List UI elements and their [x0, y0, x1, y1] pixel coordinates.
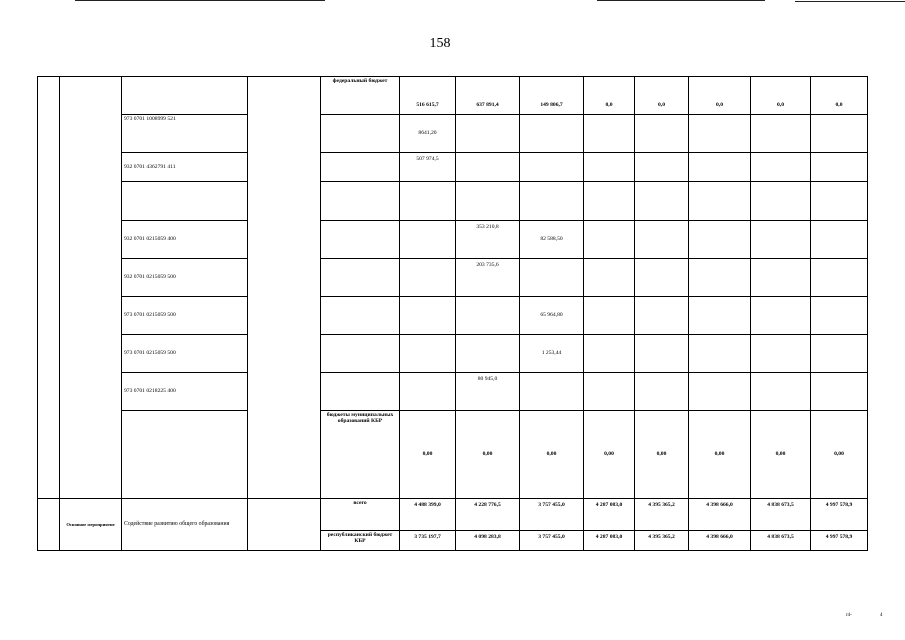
table-row: [38, 297, 868, 335]
footer-mark-left: r4-: [846, 613, 852, 618]
value-cell: 4 395 365,2: [635, 531, 689, 551]
budget-code: 973 0701 0215059 500: [122, 297, 248, 335]
blank-column-cell: [38, 77, 60, 499]
scan-edge-line-middle: [597, 0, 765, 1]
value-cell: 353 210,8: [456, 221, 520, 259]
value-cell: 0,00: [584, 411, 635, 499]
value-cell: 0,0: [584, 77, 635, 115]
value-cell: 4 838 673,5: [751, 499, 811, 531]
value-cell: 82 588,50: [520, 221, 584, 259]
value-cell: 203 735,6: [456, 259, 520, 297]
code-cell: [122, 411, 248, 499]
table-row: [38, 221, 868, 259]
value-cell: 4 398 666,0: [689, 531, 751, 551]
value-cell: 65 964,80: [520, 297, 584, 335]
blank-kind-cell: [60, 77, 122, 499]
table-row: [38, 115, 868, 153]
value-cell: 4 287 083,0: [584, 499, 635, 531]
value-cell: 0,00: [400, 411, 456, 499]
blank-column-cell: [38, 499, 60, 551]
value-cell: 149 806,7: [520, 77, 584, 115]
value-cell: 3 757 455,0: [520, 531, 584, 551]
budget-code: [122, 182, 248, 221]
source-label-municipal: бюджеты муниципальных образований КБР: [321, 411, 400, 499]
source-cell: [321, 115, 400, 153]
scan-edge-line-right: [795, 1, 905, 2]
value-cell: 0,00: [811, 411, 868, 499]
value-cell: 1 253,44: [520, 335, 584, 373]
value-cell: 4 228 776,5: [456, 499, 520, 531]
blank-name-cell: [248, 499, 321, 551]
table-row: [38, 182, 868, 221]
table-row-total: [38, 499, 868, 531]
value-cell: 3 735 197,7: [400, 531, 456, 551]
footer-mark-right: 4: [880, 613, 883, 618]
blank-name-cell: [248, 77, 321, 499]
value-cell: 4 287 083,0: [584, 531, 635, 551]
value-cell: 4 098 283,8: [456, 531, 520, 551]
budget-code: 973 0701 1008999 521: [122, 115, 248, 153]
value-cell: 0,0: [635, 77, 689, 115]
value-cell: 0,00: [689, 411, 751, 499]
value-cell: 4 395 365,2: [635, 499, 689, 531]
source-label-republic: республиканский бюджет КБР: [321, 531, 400, 551]
value-cell: 4 838 673,5: [751, 531, 811, 551]
scan-edge-line-left: [75, 0, 325, 1]
table-row-federal: [38, 77, 868, 115]
value-cell: 4 997 578,9: [811, 531, 868, 551]
value-cell: 0,0: [811, 77, 868, 115]
value-cell: 4 997 578,9: [811, 499, 868, 531]
budget-code: 932 0701 4362791 411: [122, 153, 248, 182]
value-cell: 80 945,0: [456, 373, 520, 411]
page-number: 158: [429, 36, 451, 51]
value-cell: 4 488 399,0: [400, 499, 456, 531]
value-cell: 0,0: [751, 77, 811, 115]
value-cell: 4 398 666,0: [689, 499, 751, 531]
budget-code: 932 0701 0215059 400: [122, 221, 248, 259]
budget-code: 973 0701 0218225 400: [122, 373, 248, 411]
budget-table: [37, 76, 868, 551]
table-row-municipal: [38, 411, 868, 499]
value-cell: 637 891,4: [456, 77, 520, 115]
source-label-federal: федеральный бюджет: [321, 77, 400, 115]
table-row: [38, 373, 868, 411]
event-name-label: Содействие развитию общего образования: [122, 499, 248, 551]
code-cell: [122, 77, 248, 115]
table-row: [38, 335, 868, 373]
value-cell: 0,0: [689, 77, 751, 115]
source-cell: [321, 153, 400, 182]
value-cell: 3 757 455,0: [520, 499, 584, 531]
value-cell: 507 974,5: [400, 153, 456, 182]
value-cell: 8641,20: [400, 115, 456, 153]
event-kind-label: Основное мероприятие: [60, 499, 122, 551]
value-cell: 0,00: [635, 411, 689, 499]
budget-code: 932 0701 0215059 500: [122, 259, 248, 297]
table-row: [38, 153, 868, 182]
value-cell: 516 615,7: [400, 77, 456, 115]
source-label-total: всего: [321, 499, 400, 531]
table-row: [38, 259, 868, 297]
value-cell: 0,00: [456, 411, 520, 499]
value-cell: 0,00: [520, 411, 584, 499]
budget-code: 973 0701 0215059 500: [122, 335, 248, 373]
value-cell: 0,00: [751, 411, 811, 499]
